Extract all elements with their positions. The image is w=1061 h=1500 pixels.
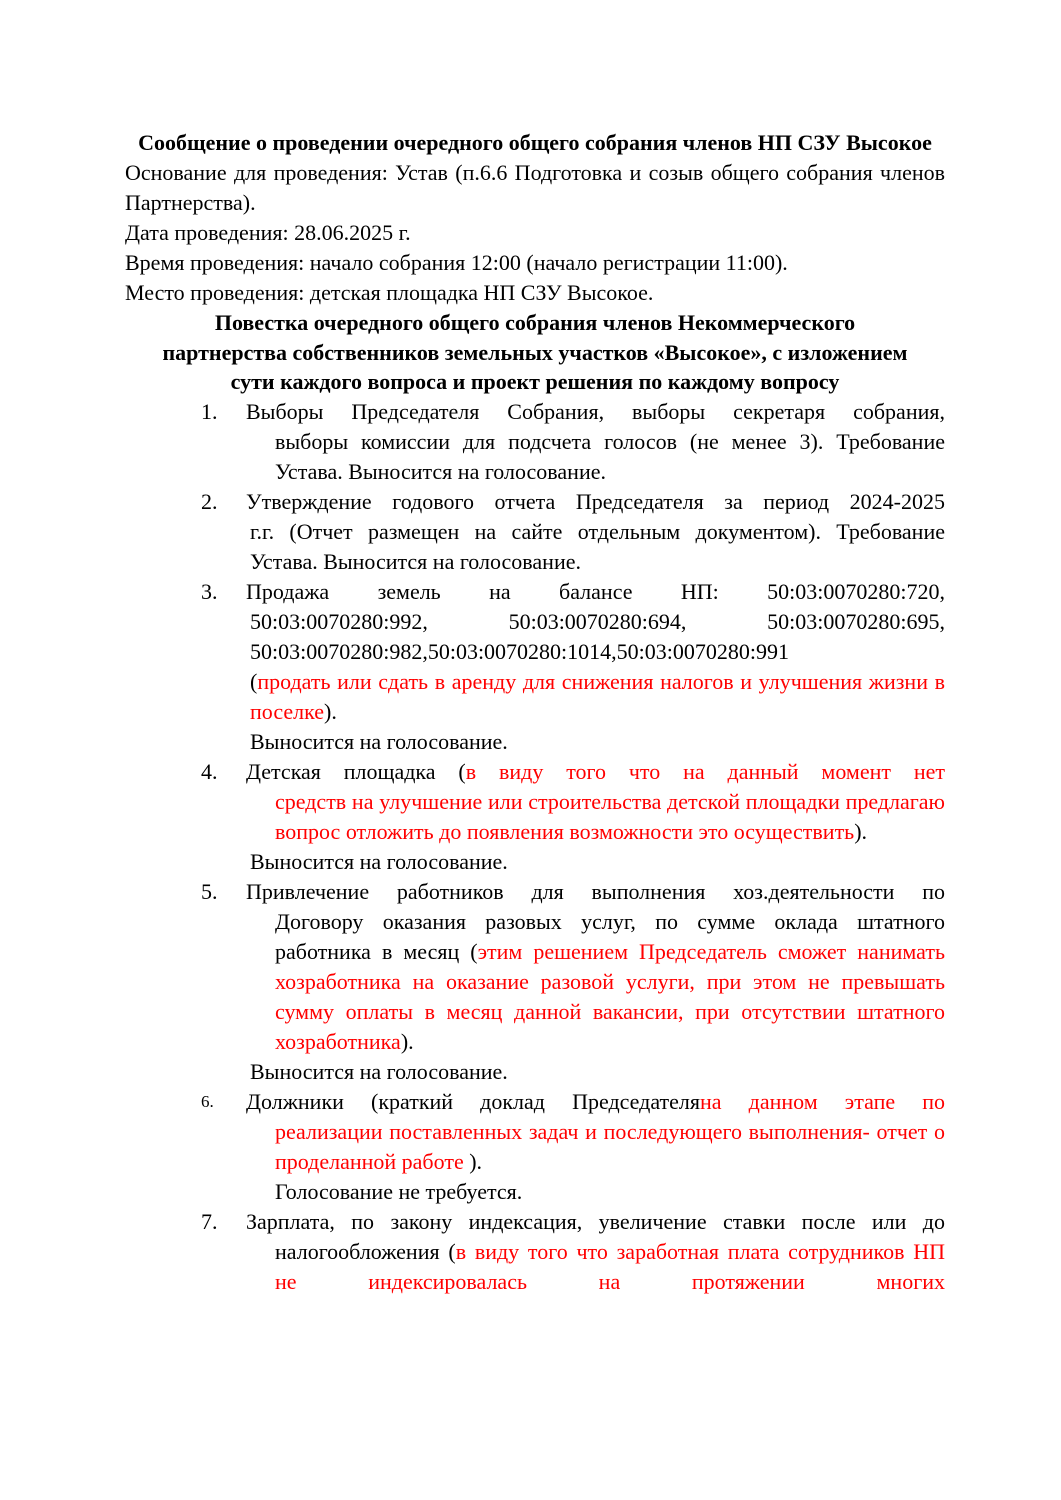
close-paren: ). (854, 818, 868, 844)
item-text-line1 (246, 757, 945, 787)
item-proposal-red: продать или сдать в аренду для снижения налогов и улучшения жизни в поселке (250, 668, 945, 724)
item-proposal-red: в виду того что заработная плата сотрудников НП не индексировалась на протяжении многих (275, 1238, 945, 1294)
meeting-basis: Основание для проведения: Устав (п.6.6 Подготовка и созыв общего собрания членов Партнерства). (125, 160, 945, 215)
item-text-line1: Утверждение годового отчета Председателя за период 2024-2025 (246, 488, 945, 514)
item-text-black: Должники (краткий доклад Председателя (246, 1088, 701, 1114)
close-paren: ). (324, 698, 337, 724)
document-title: Сообщение о проведении очередного общего собрания членов НП СЗУ Высокое (138, 130, 932, 155)
close-paren: ). (463, 1148, 483, 1174)
meeting-place: Место проведения: детская площадка НП СЗУ Высокое. (125, 280, 654, 305)
item-cadastral-numbers: 50:03:0070280:992, 50:03:0070280:694, 50:03:0070280:695, (250, 608, 945, 634)
item-number: 4. (201, 758, 218, 784)
item-text-line1: Зарплата, по закону индексация, увеличение ставки после или до (246, 1208, 945, 1234)
agenda-title: Повестка очередного общего собрания членов Некоммерческого партнерства собственников земельных участков «Высокое», с изложением сути каждого вопроса и проект решения по каждому вопросу (162, 310, 908, 394)
item-number: 2. (201, 488, 218, 514)
item-vote: Выносится на голосование. (250, 848, 508, 874)
item-proposal (275, 1117, 945, 1177)
item-proposal-red: реализации поставленных задач и последующего выполнения- отчет о проделанной работе (275, 1118, 945, 1174)
item-text-line1: Выборы Председателя Собрания, выборы секретаря собрания, (246, 398, 945, 424)
meeting-time: Время проведения: начало собрания 12:00 (начало регистрации 11:00). (125, 250, 788, 275)
agenda-list (125, 397, 945, 1297)
item-cadastral-numbers-2: 50:03:0070280:982,50:03:0070280:1014,50:03:0070280:991 (250, 638, 790, 664)
item-text-black: Договору оказания разовых услуг, по сумме оклада штатного работника в месяц ( (275, 908, 945, 964)
item-text-black: Детская площадка ( (246, 758, 466, 784)
item-number: 3. (201, 578, 218, 604)
agenda-item-5 (125, 877, 945, 1087)
item-text-line1: Привлечение работников для выполнения хоз.деятельности по (246, 878, 945, 904)
item-number: 1. (201, 398, 218, 424)
item-vote: Выносится на голосование. (250, 1058, 508, 1084)
item-text: г.г. (Отчет размещен на сайте отдельным документом). Требование Устава. Выносится на голосование. (250, 518, 945, 574)
item-text: выборы комиссии для подсчета голосов (не менее 3). Требование Устава. Выносится на голосование. (275, 428, 945, 484)
item-text-line1: Продажа земель на балансе НП: 50:03:0070280:720, (246, 578, 945, 604)
item-text-red: в виду того что на данный момент нет (465, 758, 945, 784)
item-vote: Выносится на голосование. (250, 728, 508, 754)
item-proposal-red: этим решением Председатель сможет нанимать хозработника на оказание разовой услуги, при этом не превышать сумму оплаты в месяц данной вакансии, при отсутствии штатного хозработника (275, 938, 945, 1054)
document-page (125, 128, 945, 1297)
item-text-black: налогообложения ( (275, 1238, 456, 1264)
agenda-item-2 (125, 487, 945, 577)
item-proposal (250, 667, 945, 727)
item-text-line1 (246, 1087, 945, 1117)
agenda-item-6 (125, 1087, 945, 1207)
agenda-item-1 (125, 397, 945, 487)
item-proposal-red: средств на улучшение или строительства детской площадки предлагаю вопрос отложить до появления возможности это осуществить (275, 788, 945, 844)
agenda-item-3 (125, 577, 945, 757)
item-vote: Голосование не требуется. (275, 1178, 523, 1204)
item-text (275, 907, 945, 1057)
item-proposal (275, 787, 945, 847)
meeting-date: Дата проведения: 28.06.2025 г. (125, 220, 411, 245)
item-number: 6. (201, 1091, 214, 1111)
agenda-item-7 (125, 1207, 945, 1297)
close-paren: ). (400, 1028, 414, 1054)
open-paren: ( (250, 668, 258, 694)
agenda-item-4 (125, 757, 945, 877)
item-text (275, 1237, 945, 1297)
item-text-red: на данном этапе по (700, 1088, 945, 1114)
item-number: 7. (201, 1208, 218, 1234)
item-number: 5. (201, 878, 218, 904)
